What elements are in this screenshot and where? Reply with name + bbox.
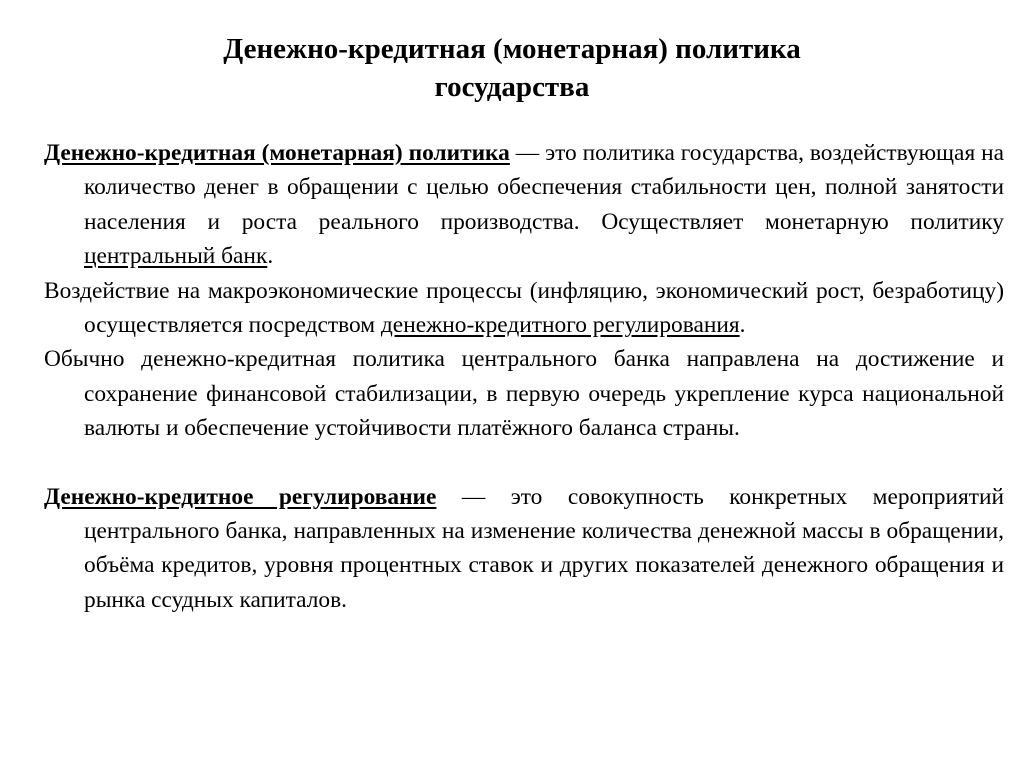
- term-monetary-regulation: Денежно-кредитное регулирование: [44, 483, 437, 510]
- paragraph-text-end: .: [739, 312, 746, 339]
- paragraph-text: Воздействие на макроэкономические процессы (инфляцию, экономический рост, безработицу) осуществляется посредством: [44, 277, 1004, 339]
- paragraph-text: — это совокупность конкретных мероприятий центрального банка, направленных на изменение количества денежной массы в обращении, объёма кредитов, уровня процентных ставок и других показателей денежного обращения и рынка ссудных капиталов.: [84, 483, 1004, 613]
- paragraph-text: Обычно денежно-кредитная политика центрального банка направлена на достижение и сохранение финансовой стабилизации, в первую очередь укрепление курса национальной валюты и обеспечение устойчивости платёжного баланса страны.: [44, 346, 1004, 442]
- paragraph-text: — это политика государства, воздействующая на количество денег в обращении с целью обеспечения стабильности цен, полной занятости населения и роста реального производства. Осуществляет монетарную политику: [84, 140, 1005, 235]
- paragraph-macroeconomic-influence: [44, 274, 1004, 343]
- paragraph-monetary-policy-definition: [44, 136, 1004, 274]
- title-line-2: государства: [434, 71, 590, 103]
- term-monetary-policy: Денежно-кредитная (монетарная) политика: [44, 140, 510, 166]
- slide-title: [0, 30, 1024, 106]
- paragraph-central-bank-goals: [44, 342, 1004, 445]
- link-central-bank[interactable]: центральный банк: [84, 243, 268, 270]
- title-line-1: Денежно-кредитная (монетарная) политика: [223, 33, 801, 65]
- paragraph-text-end: .: [267, 243, 274, 270]
- paragraph-monetary-regulation-definition: [44, 480, 1004, 618]
- slide-body: [44, 136, 1004, 617]
- link-monetary-regulation[interactable]: денежно-кредитного регулирования: [380, 312, 740, 339]
